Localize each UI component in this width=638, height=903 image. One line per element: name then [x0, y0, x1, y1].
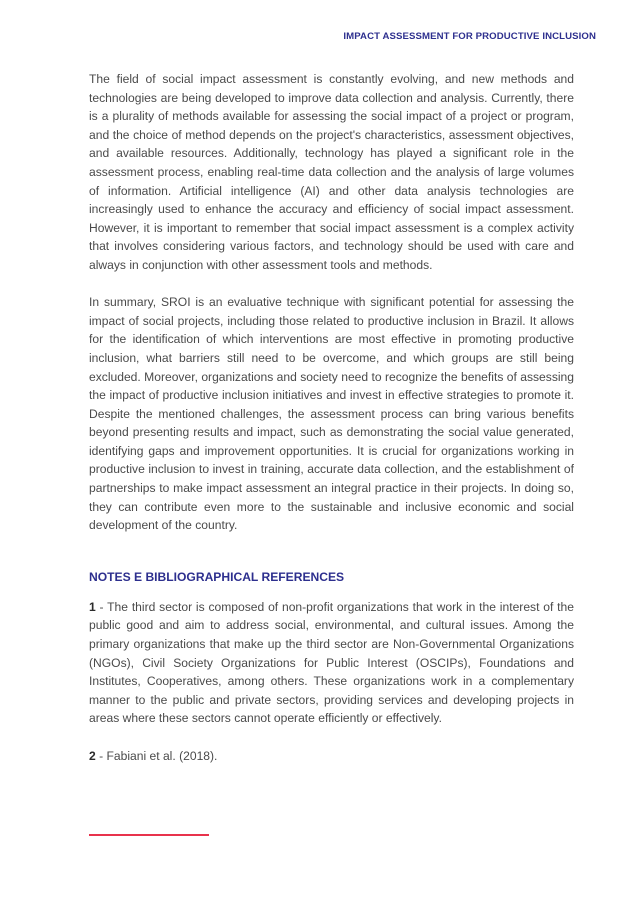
- note-item: [89, 747, 574, 766]
- note-item: [89, 598, 574, 728]
- body-paragraph: In summary, SROI is an evaluative technique with significant potential for assessing the impact of social projects, including those related to productive inclusion in Brazil. It allows for the identification of which interventions are most effective in promoting productive inclusion, what barriers still need to be overcome, and which groups are still being excluded. Moreover, organizations and society need to recognize the benefits of assessing the impact of productive inclusion initiatives and invest in effective strategies to promote it. Despite the mentioned challenges, the assessment process can bring various benefits beyond presenting results and impact, such as demonstrating the social value generated, identifying gaps and improvement opportunities. It is crucial for organizations working in productive inclusion to invest in training, accurate data collection, and the establishment of partnerships to make impact assessment an integral practice in their projects. In doing so, they can contribute even more to the sustainable and inclusive economic and social development of the country.: [89, 295, 574, 533]
- page-content: [89, 70, 574, 765]
- note-text: - Fabiani et al. (2018).: [95, 748, 218, 763]
- notes-heading: NOTES E BIBLIOGRAPHICAL REFERENCES: [89, 569, 345, 584]
- note-number: 2: [89, 748, 96, 763]
- body-paragraph: The field of social impact assessment is constantly evolving, and new methods and technologies are being developed to improve data collection and analysis. Currently, there is a plurality of methods available for assessing the social impact of a project or program, and the choice of method depends on the project's characteristics, assessment objectives, and available resources. Additionally, technology has played a significant role in the assessment process, enabling real-time data collection and the analysis of large volumes of information. Artificial intelligence (AI) and other data analysis technologies are increasingly used to enhance the accuracy and efficiency of social impact assessment. However, it is important to remember that social impact assessment is a complex activity that involves considering various factors, and technology should be used with care and always in conjunction with other assessment tools and methods.: [89, 72, 574, 272]
- note-text: - The third sector is composed of non-profit organizations that work in the interest of the public good and aim to address social, environmental, and cultural issues. Among the primary organizations that make up the third sector are Non-Governmental Organizations (NGOs), Civil Society Organizations for Public Interest (OSCIPs), Foundations and Institutes, Cooperatives, among others. These organizations work in a complementary manner to the public and private sectors, providing services and developing projects in areas where these sectors cannot operate efficiently or effectively.: [89, 599, 574, 726]
- footer-rule: [89, 834, 209, 836]
- note-number: 1: [89, 599, 96, 614]
- running-header: IMPACT ASSESSMENT FOR PRODUCTIVE INCLUSION: [343, 31, 596, 42]
